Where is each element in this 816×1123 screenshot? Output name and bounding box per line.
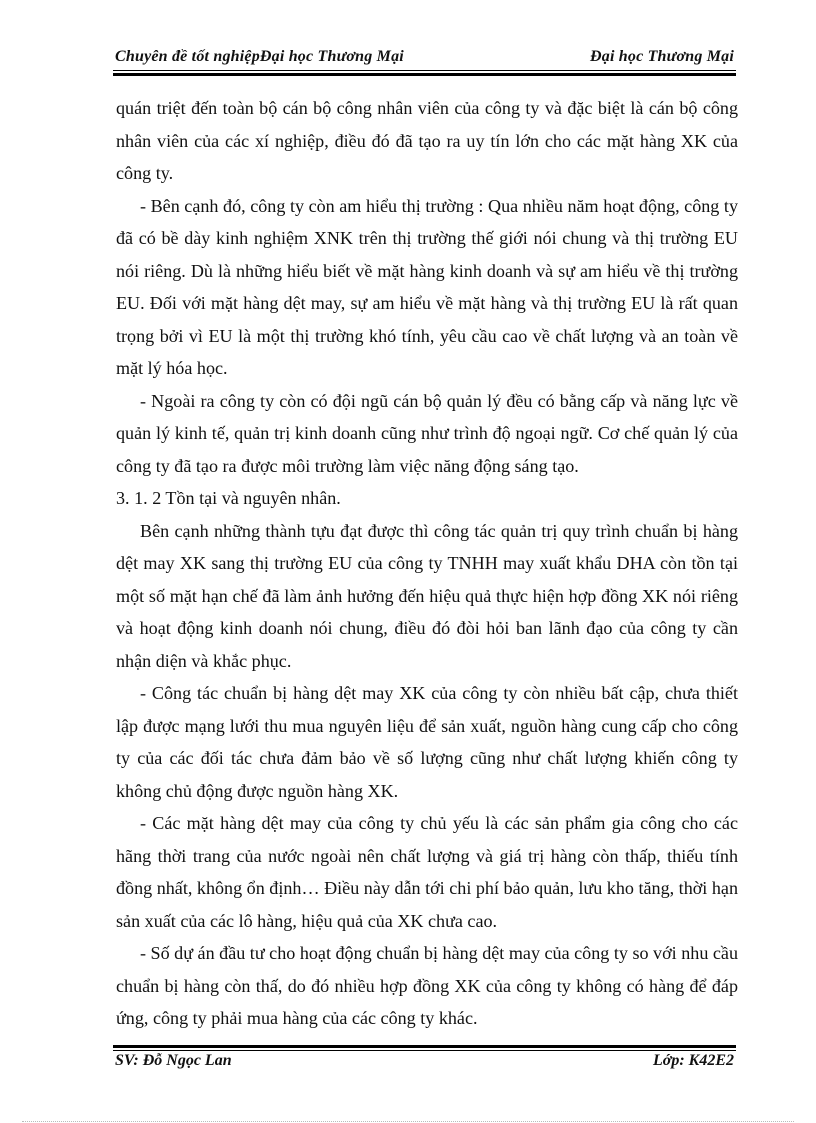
paragraph-limitations-intro: Bên cạnh những thành tựu đạt được thì công tác quản trị quy trình chuẩn bị hàng dệt may XK sang thị trường EU của công ty TNHH may xuất khẩu DHA còn tồn tại một số mặt hạn chế đã làm ảnh hưởng đến hiệu quả thực hiện hợp đồng XK nói riêng và hoạt động kinh doanh nói chung, điều đó đòi hỏi ban lãnh đạo của công ty cần nhận diện và khắc phục.: [116, 520, 738, 671]
header-rule-thick: [113, 73, 736, 76]
header-left-text: Chuyên đề tốt nghiệpĐại học Thương Mại: [115, 48, 404, 65]
paragraph-staff: - Ngoài ra công ty còn có đội ngũ cán bộ quản lý đều có bằng cấp và năng lực về quản lý kinh tế, quản trị kinh doanh cũng như trình độ ngoại ngữ. Cơ chế quản lý của công ty đã tạo ra được môi trường làm việc năng động sáng tạo.: [116, 390, 738, 476]
footer-class-code: Lớp: K42E2: [652, 1052, 734, 1069]
paragraph-market-knowledge: - Bên cạnh đó, công ty còn am hiểu thị trường : Qua nhiều năm hoạt động, công ty đã có bề dày kinh nghiệm XNK trên thị trường thế giới nói chung và thị trường EU nói riêng. Dù là những hiểu biết về mặt hàng kinh doanh và sự am hiểu về thị trường EU. Đối với mặt hàng dệt may, sự am hiểu về mặt hàng và thị trường EU là rất quan trọng bởi vì EU là một thị trường khó tính, yêu cầu cao về chất lượng và an toàn về mặt lý hóa học.: [116, 195, 738, 378]
document-body: [116, 92, 738, 1035]
page-header: [113, 44, 736, 70]
header-right-text: Đại học Thương Mại: [589, 48, 734, 65]
paragraph-preparation-issues: - Công tác chuẩn bị hàng dệt may XK của công ty còn nhiều bất cập, chưa thiết lập được mạng lưới thu mua nguyên liệu để sản xuất, nguồn hàng cung cấp cho công ty của các đối tác chưa đảm bảo về số lượng cũng như chất lượng khiến công ty không chủ động được nguồn hàng XK.: [116, 683, 738, 801]
paragraph-investment: - Số dự án đầu tư cho hoạt động chuẩn bị hàng dệt may của công ty so với nhu cầu chuẩn bị hàng còn thấ, do đó nhiều hợp đồng XK của công ty không có hàng để đáp ứng, công ty phải mua hàng của các công ty khác.: [116, 943, 738, 1028]
header-rule-thin: [113, 70, 736, 71]
paragraph-continuation: quán triệt đến toàn bộ cán bộ công nhân viên của công ty và đặc biệt là cán bộ công nhân viên của các xí nghiệp, điều đó đã tạo ra uy tín lớn cho các mặt hàng XK của công ty.: [116, 98, 738, 183]
page-bottom-dotted-line: [22, 1121, 794, 1122]
page-footer: [113, 1052, 736, 1076]
footer-student-name: SV: Đỗ Ngọc Lan: [115, 1052, 232, 1069]
footer-rule-thin: [113, 1050, 736, 1051]
paragraph-product-quality: - Các mặt hàng dệt may của công ty chủ yếu là các sản phẩm gia công cho các hãng thời trang của nước ngoài nên chất lượng và giá trị hàng còn thấp, thiếu tính đồng nhất, không ổn định… Điều này dẫn tới chi phí bảo quản, lưu kho tăng, thời hạn sản xuất của các lô hàng, hiệu quả của XK chưa cao.: [116, 813, 738, 931]
footer-rule-thick: [113, 1045, 736, 1048]
section-heading: 3. 1. 2 Tồn tại và nguyên nhân.: [116, 488, 341, 508]
